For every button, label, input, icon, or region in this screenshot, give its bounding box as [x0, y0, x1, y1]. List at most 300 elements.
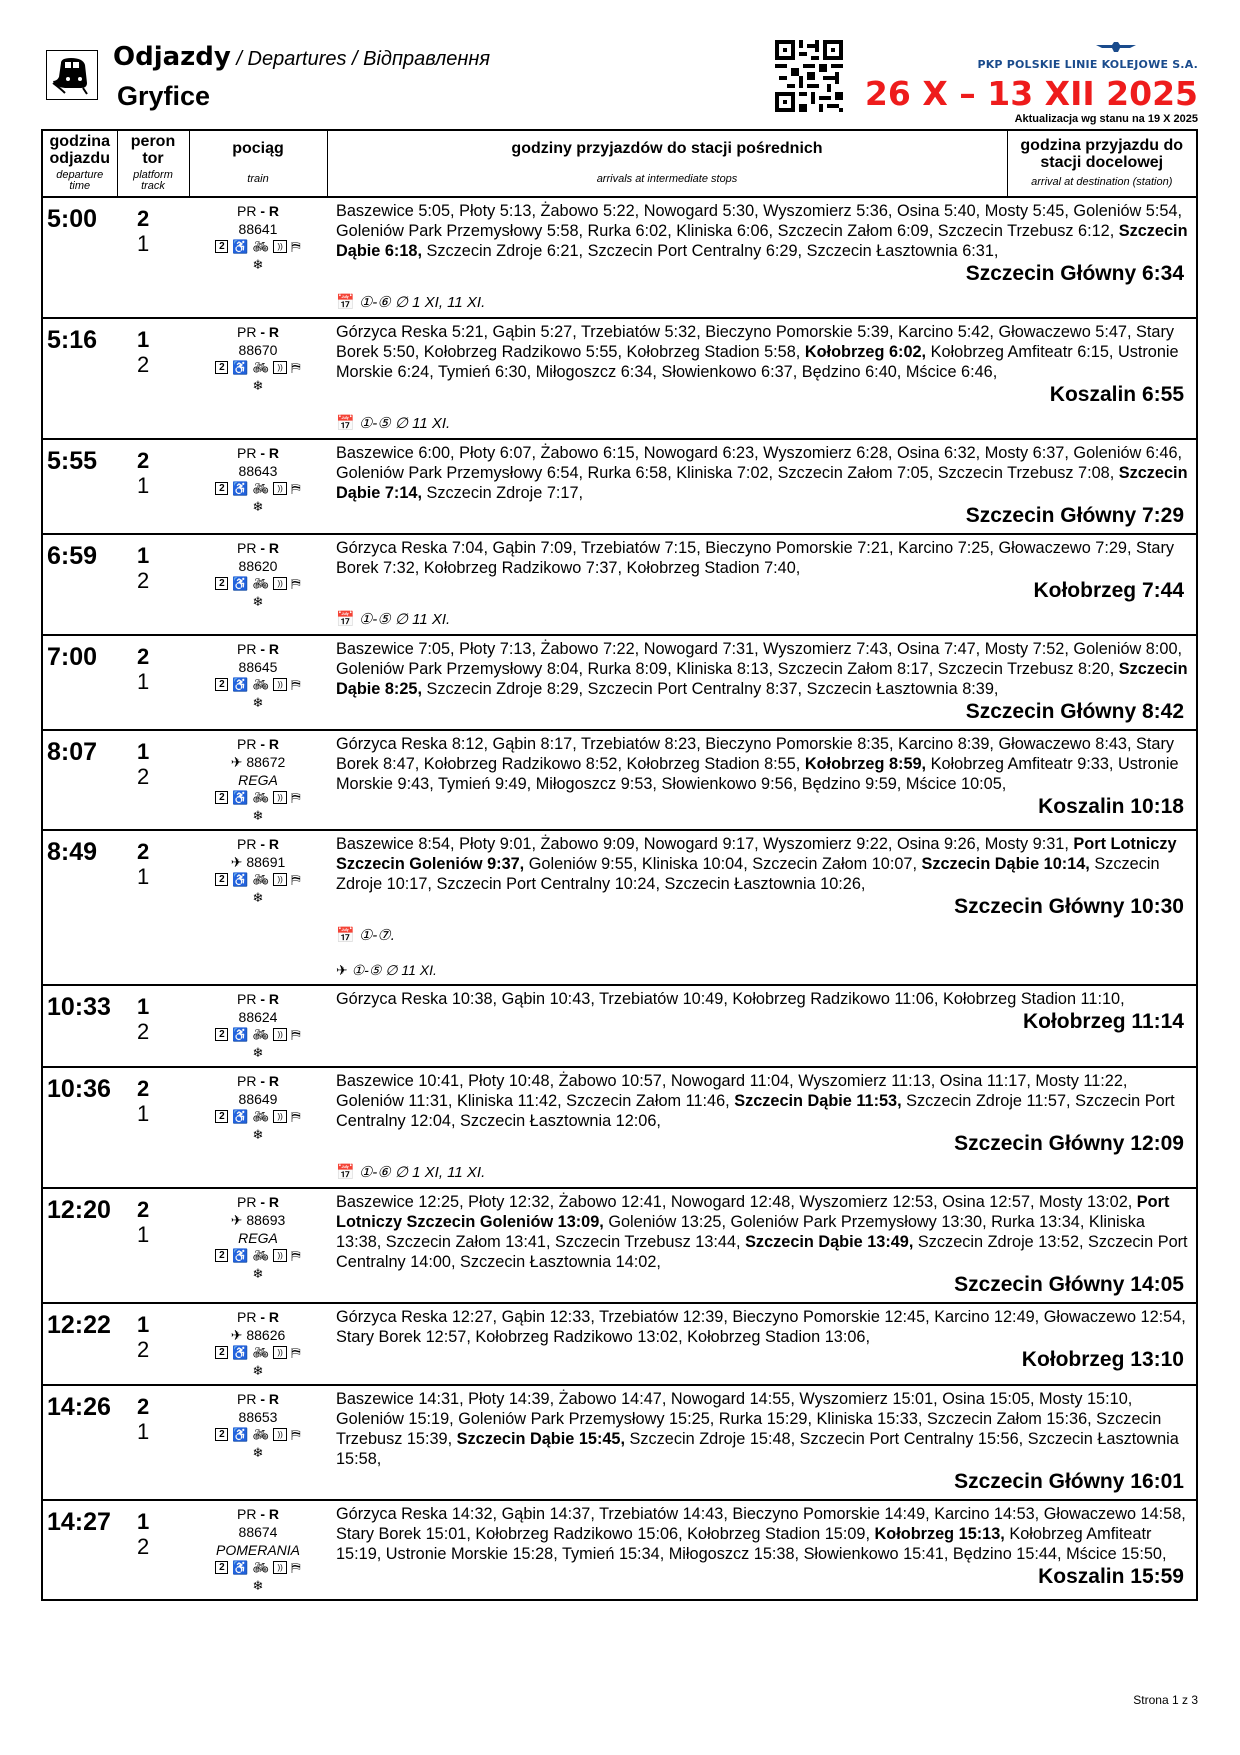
train-number-line [189, 1408, 327, 1426]
page-number: Strona 1 z 3 [1133, 1693, 1198, 1707]
carrier-code: PR [236, 835, 257, 852]
air-conditioning-icon: ❄ [252, 694, 264, 710]
stops-list [336, 1192, 1188, 1272]
train-features [189, 238, 327, 256]
air-conditioning-icon: ❄ [252, 1044, 264, 1060]
intermediate-stops [327, 985, 1197, 1067]
departure-row [42, 197, 1197, 318]
destination-arrival: Kołobrzeg 7:44 [1033, 578, 1184, 602]
stops-list [336, 443, 1188, 503]
major-stop-text: Szczecin Dąbie 15:45, [456, 1429, 625, 1448]
train-number-line [189, 1326, 327, 1344]
train-number-line [189, 1090, 327, 1108]
operator-name: PKP POLSKIE LINIE KOLEJOWE S.A. [977, 58, 1198, 71]
platform-number: 2 [137, 447, 150, 473]
departure-time: 10:36 [42, 1067, 117, 1188]
stop-text: Górzyca Reska 7:04, Gąbin 7:09, Trzebiatów 7:15, Bieczyno Pomorskie 7:21, Karcino 7:25, Głowaczewo 7:29, Stary Borek 7:32, Kołobrzeg Radzikowo 7:37, Kołobrzeg Stadion 7:40, [336, 538, 1175, 577]
stop-text: Baszewice 8:54, Płoty 9:01, Żabowo 9:09, Nowogard 9:17, Wyszomierz 9:22, Osina 9:26, Mosty 9:31, [336, 834, 1074, 853]
platform-track [117, 197, 189, 318]
wifi-icon: )) [273, 1110, 287, 1123]
header-label: odjazdu [49, 149, 110, 167]
ramp-icon: ⛿ [291, 576, 301, 592]
train-info [189, 1067, 327, 1188]
second-class-icon: 2 [215, 361, 228, 374]
intermediate-stops [327, 635, 1197, 730]
air-conditioning-icon: ❄ [252, 593, 264, 609]
intermediate-stops [327, 1067, 1197, 1188]
major-stop-text: Port Lotniczy Szczecin Goleniów 13:09, [336, 1192, 1170, 1231]
second-class-icon: 2 [215, 1249, 228, 1262]
train-number: 88643 [238, 462, 278, 479]
airport-operating-days: ①-⑤ ∅ 11 XI. [351, 961, 437, 978]
ramp-icon: ⛿ [291, 360, 301, 376]
major-stop-text: Kołobrzeg 6:02, [804, 342, 927, 361]
intermediate-stops [327, 197, 1197, 318]
second-class-icon: 2 [215, 577, 228, 590]
destination-arrival: Szczecin Główny 16:01 [954, 1469, 1184, 1493]
column-header-time [42, 130, 117, 197]
train-features [189, 1559, 327, 1577]
train-icon [46, 50, 98, 100]
second-class-icon: 2 [215, 1428, 228, 1441]
track-number: 2 [137, 1336, 150, 1362]
air-conditioning-icon: ❄ [252, 1444, 264, 1460]
destination-arrival: Szczecin Główny 8:42 [965, 699, 1184, 723]
train-number: 88620 [238, 557, 278, 574]
train-name: REGA [238, 1229, 278, 1246]
air-conditioning-icon: ❄ [252, 498, 264, 514]
airplane-icon: ✈ [336, 961, 348, 978]
stop-text: Kołobrzeg Amfiteatr 15:19, Ustronie Morskie 15:28, Tymień 15:34, Miłogoszcz 15:38, Słowienkowo 15:41, Będzino 15:44, Mścice 15:50, [336, 1524, 1167, 1563]
train-name: POMERANIA [215, 1541, 300, 1558]
train-features [189, 1247, 327, 1265]
train-category: PR - R [236, 323, 280, 340]
platform-number: 1 [137, 738, 150, 764]
train-features [189, 1108, 327, 1126]
calendar-note [336, 926, 1188, 946]
operating-days: ①-⑤ ∅ 11 XI. [358, 610, 451, 628]
track-number: 1 [137, 668, 150, 694]
train-category: PR - R [236, 202, 280, 219]
carrier-code: PR [236, 1390, 257, 1407]
stop-text: Baszewice 6:00, Płoty 6:07, Żabowo 6:15, Nowogard 6:23, Wyszomierz 6:28, Osina 6:32, Mosty 6:37, Goleniów 6:46, Goleniów Park Przemysłowy 6:54, Rurka 6:58, Kliniska 7:02, Szczecin Załom 7:05, Szczecin Trzebusz 7:08, [336, 443, 1183, 482]
train-category: PR - R [236, 1072, 280, 1089]
track-number: 1 [137, 863, 150, 889]
airplane-icon: ✈ [230, 853, 243, 870]
intermediate-stops [327, 534, 1197, 635]
operating-days: ①-⑤ ∅ 11 XI. [358, 414, 451, 432]
category-code: R [268, 1193, 280, 1210]
train-info [189, 197, 327, 318]
train-features [189, 1344, 327, 1362]
wheelchair-icon: ♿ [232, 872, 249, 888]
train-features [189, 1026, 327, 1044]
track-number: 2 [137, 763, 150, 789]
intermediate-stops [327, 1303, 1197, 1385]
major-stop-text: Szczecin Dąbie 10:14, [921, 854, 1090, 873]
platform-number: 2 [137, 838, 150, 864]
intermediate-stops [327, 318, 1197, 439]
calendar-note [336, 414, 1188, 434]
stop-text: Baszewice 5:05, Płoty 5:13, Żabowo 5:22, Nowogard 5:30, Wyszomierz 5:36, Osina 5:40, Mosty 5:45, Goleniów 5:54, Goleniów Park Przemysłowy 5:58, Rurka 6:02, Kliniska 6:06, Szczecin Załom 6:09, Szczecin Trzebusz 6:12, [336, 201, 1183, 240]
track-number: 1 [137, 230, 150, 256]
intermediate-stops [327, 1385, 1197, 1500]
operating-days: ①-⑦. [358, 926, 395, 944]
ramp-icon: ⛿ [291, 481, 301, 497]
track-number: 1 [137, 1221, 150, 1247]
train-info [189, 1500, 327, 1600]
train-category: PR - R [236, 444, 280, 461]
carrier-code: PR [236, 990, 257, 1007]
stops-list [336, 538, 1188, 578]
category-code: R [268, 990, 280, 1007]
track-number: 2 [137, 1018, 150, 1044]
wifi-icon: )) [273, 873, 287, 886]
stop-text: Górzyca Reska 14:32, Gąbin 14:37, Trzebiatów 14:43, Bieczyno Pomorskie 14:49, Karcino 14:53, Głowaczewo 14:58, Stary Borek 15:01, Kołobrzeg Radzikowo 15:06, Kołobrzeg Stadion 15:09, [336, 1504, 1186, 1543]
departure-row [42, 985, 1197, 1067]
major-stop-text: Szczecin Dąbie 6:18, [336, 221, 1188, 260]
train-category: PR - R [236, 1308, 280, 1325]
carrier-code: PR [236, 1072, 257, 1089]
calendar-note [336, 1163, 1188, 1183]
stops-list [336, 1071, 1188, 1131]
header-sublabel: arrival at destination (station) [1031, 176, 1173, 189]
platform-number: 1 [137, 542, 150, 568]
bicycle-icon: 🚲︎ [252, 1248, 270, 1264]
stops-list [336, 322, 1188, 382]
airplane-icon: ✈ [230, 1326, 243, 1343]
destination-arrival: Kołobrzeg 11:14 [1022, 1009, 1184, 1033]
wheelchair-icon: ♿ [232, 1248, 249, 1264]
header-sublabel: platform [133, 168, 173, 181]
header-sublabel: departure [56, 168, 104, 181]
track-number: 1 [137, 1100, 150, 1126]
train-number-line [189, 462, 327, 480]
platform-track [117, 534, 189, 635]
header-sublabel: arrivals at intermediate stops [596, 172, 738, 185]
platform-number: 2 [137, 643, 150, 669]
major-stop-text: Kołobrzeg 8:59, [804, 754, 927, 773]
train-number: 88626 [246, 1326, 286, 1343]
train-category: PR - R [236, 539, 280, 556]
intermediate-stops [327, 730, 1197, 830]
carrier-code: PR [236, 1505, 257, 1522]
stop-text: Szczecin Zdroje 6:21, Szczecin Port Centralny 6:29, Szczecin Łasztownia 6:31, [421, 241, 999, 260]
title-translations: / Departures / Відправлення [230, 48, 491, 70]
second-class-icon: 2 [215, 1346, 228, 1359]
departure-time: 14:27 [42, 1500, 117, 1600]
page-title [113, 42, 490, 74]
carrier-code: PR [236, 539, 257, 556]
wheelchair-icon: ♿ [232, 1027, 249, 1043]
departure-row [42, 1500, 1197, 1600]
departure-time: 12:20 [42, 1188, 117, 1303]
ramp-icon: ⛿ [291, 1248, 301, 1264]
header-sublabel: train [247, 172, 269, 185]
wifi-icon: )) [273, 1028, 287, 1041]
stop-text: Górzyca Reska 5:21, Gąbin 5:27, Trzebiatów 5:32, Bieczyno Pomorskie 5:39, Karcino 5:42, Głowaczewo 5:47, Stary Borek 5:50, Kołobrzeg Radzikowo 5:55, Kołobrzeg Stadion 5:58, [336, 322, 1175, 361]
header-label: godziny przyjazdów do stacji pośrednich [511, 140, 823, 158]
wheelchair-icon: ♿ [232, 239, 249, 255]
air-conditioning-icon: ❄ [252, 807, 264, 823]
platform-number: 1 [137, 993, 150, 1019]
second-class-icon: 2 [215, 1561, 228, 1574]
air-conditioning-icon: ❄ [252, 1577, 264, 1593]
departure-time: 8:49 [42, 830, 117, 985]
calendar-icon: 📅 [336, 1163, 355, 1181]
train-category: PR - R [236, 1193, 280, 1210]
carrier-code: PR [236, 1308, 257, 1325]
stop-text: Baszewice 12:25, Płoty 12:32, Żabowo 12:41, Nowogard 12:48, Wyszomierz 12:53, Osina 12:57, Mosty 13:02, [336, 1192, 1137, 1211]
platform-track [117, 1188, 189, 1303]
wifi-icon: )) [273, 240, 287, 253]
train-category: PR - R [236, 990, 280, 1007]
airplane-icon: ✈ [230, 1211, 243, 1228]
update-note: Aktualizacja wg stanu na 19 X 2025 [1014, 113, 1198, 125]
stop-text: Baszewice 10:41, Płoty 10:48, Żabowo 10:57, Nowogard 11:04, Wyszomierz 11:13, Osina 11:17, Mosty 11:22, Goleniów 11:31, Kliniska 11:42, Szczecin Załom 11:46, [336, 1071, 1128, 1110]
category-code: R [268, 323, 280, 340]
carrier-code: PR [236, 202, 257, 219]
calendar-note [336, 293, 1188, 313]
train-category: PR - R [236, 1390, 280, 1407]
train-number-line [189, 853, 327, 871]
major-stop-text: Szczecin Dąbie 13:49, [745, 1232, 914, 1251]
platform-number: 2 [137, 1075, 150, 1101]
bicycle-icon: 🚲︎ [252, 1345, 270, 1361]
major-stop-text: Kołobrzeg 15:13, [874, 1524, 1005, 1543]
operating-days: ①-⑥ ∅ 1 XI, 11 XI. [358, 293, 486, 311]
train-info [189, 1303, 327, 1385]
wifi-icon: )) [273, 1561, 287, 1574]
wifi-icon: )) [273, 678, 287, 691]
ramp-icon: ⛿ [291, 1109, 301, 1125]
category-code: R [268, 735, 280, 752]
header-label: peron [130, 133, 176, 150]
train-number: 88641 [238, 220, 278, 237]
platform-number: 1 [137, 1508, 150, 1534]
stop-text: Szczecin Zdroje 11:57, Szczecin Port Centralny 12:04, Szczecin Łasztownia 12:06, [336, 1091, 1175, 1130]
wheelchair-icon: ♿ [232, 677, 249, 693]
stop-text: Goleniów 9:55, Kliniska 10:04, Szczecin Załom 10:07, [524, 854, 922, 873]
air-conditioning-icon: ❄ [252, 889, 264, 905]
platform-number: 1 [137, 1311, 150, 1337]
stop-text: Baszewice 7:05, Płoty 7:13, Żabowo 7:22, Nowogard 7:31, Wyszomierz 7:43, Osina 7:47, Mosty 7:52, Goleniów 8:00, Goleniów Park Przemysłowy 8:04, Rurka 8:09, Kliniska 8:13, Szczecin Załom 8:17, Szczecin Trzebusz 8:20, [336, 639, 1183, 678]
operator-logo [977, 40, 1198, 74]
air-conditioning-icon: ❄ [252, 1362, 264, 1378]
category-code: R [268, 444, 280, 461]
stop-text: Szczecin Zdroje 7:17, [421, 483, 584, 502]
ramp-icon: ⛿ [291, 1345, 301, 1361]
train-category: PR - R [236, 835, 280, 852]
destination-arrival: Koszalin 10:18 [1038, 794, 1184, 818]
column-header-stops [327, 130, 1007, 197]
intermediate-stops [327, 1188, 1197, 1303]
departure-row [42, 830, 1197, 985]
departure-time: 5:00 [42, 197, 117, 318]
category-code: R [268, 1308, 280, 1325]
bicycle-icon: 🚲︎ [252, 872, 270, 888]
bicycle-icon: 🚲︎ [252, 1109, 270, 1125]
train-number: 88653 [238, 1408, 278, 1425]
train-number-line [189, 658, 327, 676]
platform-track [117, 439, 189, 534]
train-info [189, 730, 327, 830]
wheelchair-icon: ♿ [232, 576, 249, 592]
train-info [189, 1188, 327, 1303]
header-label: pociąg [232, 140, 284, 158]
train-info [189, 985, 327, 1067]
stops-list [336, 201, 1188, 261]
train-info [189, 439, 327, 534]
train-number-line [189, 1008, 327, 1026]
train-number-line [189, 220, 327, 238]
bicycle-icon: 🚲︎ [252, 1560, 270, 1576]
train-number: 88693 [246, 1211, 286, 1228]
wifi-icon: )) [273, 1428, 287, 1441]
header-label: godzina [49, 133, 110, 150]
ramp-icon: ⛿ [291, 1560, 301, 1576]
category-code: R [268, 1505, 280, 1522]
header-sublabel: time [69, 180, 91, 193]
stops-list [336, 1504, 1188, 1564]
second-class-icon: 2 [215, 1110, 228, 1123]
major-stop-text: Port Lotniczy Szczecin Goleniów 9:37, [336, 834, 1177, 873]
bicycle-icon: 🚲︎ [252, 1427, 270, 1443]
track-number: 1 [137, 472, 150, 498]
stops-list [336, 1389, 1188, 1469]
stop-text: Szczecin Zdroje 10:17, Szczecin Port Centralny 10:24, Szczecin Łasztownia 10:26, [336, 854, 1160, 893]
stop-text: Górzyca Reska 8:12, Gąbin 8:17, Trzebiatów 8:23, Bieczyno Pomorskie 8:35, Karcino 8:39, Głowaczewo 8:43, Stary Borek 8:47, Kołobrzeg Radzikowo 8:52, Kołobrzeg Stadion 8:55, [336, 734, 1175, 773]
air-conditioning-icon: ❄ [252, 1265, 264, 1281]
bicycle-icon: 🚲︎ [252, 481, 270, 497]
table-header [42, 130, 1197, 197]
train-category: PR - R [236, 640, 280, 657]
header-label: tor [142, 149, 164, 167]
departure-row [42, 1067, 1197, 1188]
train-number: 88624 [238, 1008, 278, 1025]
train-number: 88674 [238, 1523, 278, 1540]
platform-track [117, 830, 189, 985]
departure-row [42, 730, 1197, 830]
bicycle-icon: 🚲︎ [252, 1027, 270, 1043]
qr-code [775, 40, 843, 112]
departure-time: 7:00 [42, 635, 117, 730]
train-features [189, 1426, 327, 1444]
train-features [189, 575, 327, 593]
train-info [189, 318, 327, 439]
carrier-code: PR [236, 640, 257, 657]
wheelchair-icon: ♿ [232, 1427, 249, 1443]
departure-row [42, 1188, 1197, 1303]
stop-text: Szczecin Zdroje 8:29, Szczecin Port Centralny 8:37, Szczecin Łasztownia 8:39, [421, 679, 999, 698]
bicycle-icon: 🚲︎ [252, 677, 270, 693]
airport-note [336, 960, 1188, 980]
major-stop-text: Szczecin Dąbie 7:14, [336, 463, 1188, 502]
bicycle-icon: 🚲︎ [252, 576, 270, 592]
wheelchair-icon: ♿ [232, 360, 249, 376]
wheelchair-icon: ♿ [232, 790, 249, 806]
bicycle-icon: 🚲︎ [252, 790, 270, 806]
destination-arrival: Szczecin Główny 10:30 [954, 894, 1184, 918]
stop-text: Goleniów 13:25, Goleniów Park Przemysłowy 13:30, Rurka 13:34, Kliniska 13:38, Szczecin Załom 13:41, Szczecin Trzebusz 13:44, [336, 1212, 1145, 1251]
bicycle-icon: 🚲︎ [252, 360, 270, 376]
track-number: 1 [137, 1418, 150, 1444]
destination-arrival: Szczecin Główny 7:29 [965, 503, 1184, 527]
calendar-icon: 📅 [336, 926, 355, 944]
departure-time: 8:07 [42, 730, 117, 830]
title-main: Odjazdy [113, 42, 231, 72]
stop-text: Kołobrzeg Amfiteatr 9:33, Ustronie Morskie 9:43, Tymień 9:49, Miłogoszcz 9:53, Słowienkowo 9:56, Będzino 9:59, Mścice 10:05, [336, 754, 1179, 793]
column-header-platform [117, 130, 189, 197]
bicycle-icon: 🚲︎ [252, 239, 270, 255]
train-number-line [189, 1211, 327, 1229]
destination-arrival: Kołobrzeg 13:10 [1021, 1347, 1184, 1371]
departure-time: 5:16 [42, 318, 117, 439]
second-class-icon: 2 [215, 240, 228, 253]
stop-text: Szczecin Zdroje 15:48, Szczecin Port Centralny 15:56, Szczecin Łasztownia 15:58, [336, 1429, 1179, 1468]
major-stop-text: Szczecin Dąbie 8:25, [336, 659, 1188, 698]
departure-row [42, 635, 1197, 730]
train-info [189, 534, 327, 635]
category-code: R [268, 1390, 280, 1407]
second-class-icon: 2 [215, 1028, 228, 1041]
wifi-icon: )) [273, 577, 287, 590]
major-stop-text: Szczecin Dąbie 11:53, [734, 1091, 902, 1110]
departure-row [42, 1385, 1197, 1500]
intermediate-stops [327, 439, 1197, 534]
stops-list [336, 734, 1188, 794]
stops-list [336, 834, 1188, 894]
air-conditioning-icon: ❄ [252, 377, 264, 393]
airplane-icon: ✈ [230, 753, 243, 770]
train-info [189, 635, 327, 730]
stop-text: Górzyca Reska 10:38, Gąbin 10:43, Trzebiatów 10:49, Kołobrzeg Radzikowo 11:06, Kołobrzeg Stadion 11:10, [336, 989, 1125, 1008]
ramp-icon: ⛿ [291, 239, 301, 255]
departure-time: 10:33 [42, 985, 117, 1067]
platform-number: 1 [137, 326, 150, 352]
track-number: 2 [137, 1533, 150, 1559]
wheelchair-icon: ♿ [232, 1109, 249, 1125]
category-code: R [268, 539, 280, 556]
destination-arrival: Szczecin Główny 12:09 [954, 1131, 1184, 1155]
departures-table [41, 129, 1198, 1601]
wheelchair-icon: ♿ [232, 1345, 249, 1361]
departure-time: 12:22 [42, 1303, 117, 1385]
platform-track [117, 318, 189, 439]
wifi-icon: )) [273, 791, 287, 804]
train-info [189, 1385, 327, 1500]
calendar-note [336, 610, 1188, 630]
train-features [189, 789, 327, 807]
train-number-line [189, 1523, 327, 1541]
train-features [189, 676, 327, 694]
second-class-icon: 2 [215, 873, 228, 886]
train-number: 88691 [246, 853, 286, 870]
calendar-icon: 📅 [336, 293, 355, 311]
wifi-icon: )) [273, 482, 287, 495]
platform-track [117, 1067, 189, 1188]
train-number-line [189, 557, 327, 575]
destination-arrival: Szczecin Główny 14:05 [954, 1272, 1184, 1296]
ramp-icon: ⛿ [291, 677, 301, 693]
train-name: REGA [238, 771, 278, 788]
ramp-icon: ⛿ [291, 790, 301, 806]
category-code: R [268, 640, 280, 657]
platform-track [117, 1385, 189, 1500]
train-features [189, 871, 327, 889]
departure-row [42, 439, 1197, 534]
carrier-code: PR [236, 444, 257, 461]
